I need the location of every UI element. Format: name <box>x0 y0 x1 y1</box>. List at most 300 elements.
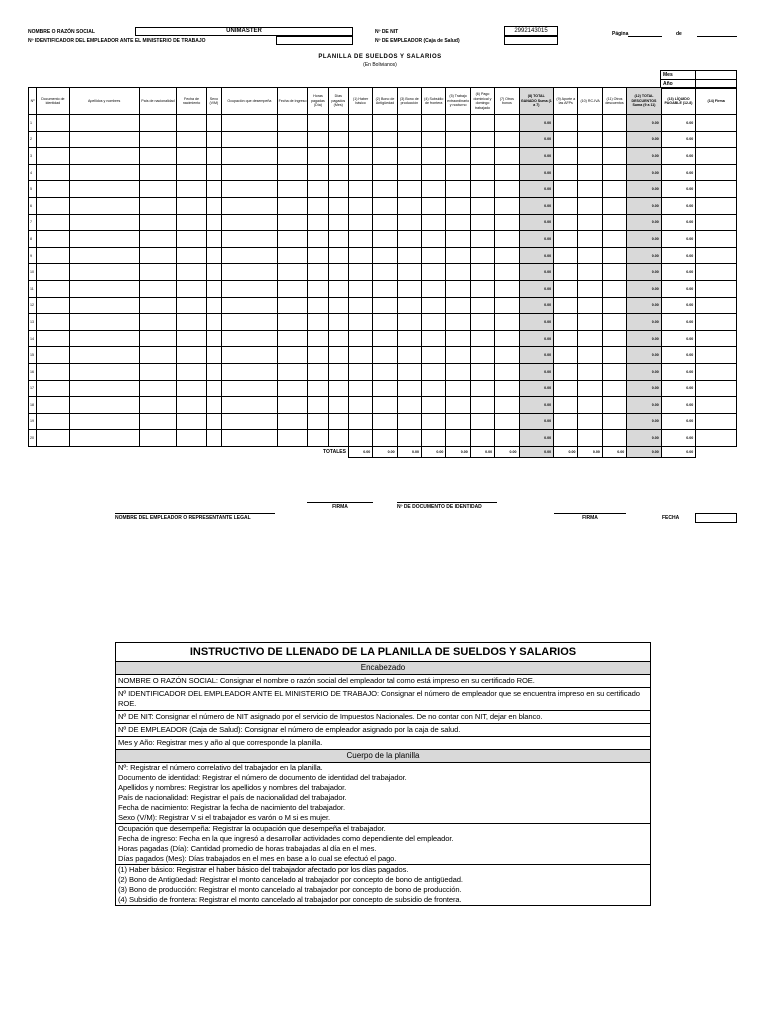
table-cell[interactable] <box>177 164 206 181</box>
table-cell[interactable] <box>206 297 221 314</box>
table-cell[interactable] <box>206 264 221 281</box>
table-cell[interactable] <box>277 280 307 297</box>
table-cell[interactable] <box>69 197 139 214</box>
table-cell[interactable] <box>348 430 372 447</box>
table-cell[interactable] <box>69 413 139 430</box>
table-cell[interactable] <box>495 363 519 380</box>
table-cell[interactable] <box>554 131 578 148</box>
table-cell[interactable] <box>139 280 177 297</box>
table-cell[interactable] <box>348 214 372 231</box>
table-cell[interactable] <box>578 264 602 281</box>
table-cell[interactable] <box>69 314 139 331</box>
table-cell[interactable] <box>37 197 70 214</box>
table-cell[interactable] <box>69 363 139 380</box>
table-cell[interactable] <box>397 131 421 148</box>
table-cell[interactable] <box>373 197 397 214</box>
table-cell[interactable] <box>308 197 328 214</box>
table-cell[interactable] <box>373 181 397 198</box>
table-cell[interactable] <box>206 181 221 198</box>
table-cell[interactable] <box>328 430 348 447</box>
table-cell[interactable] <box>470 131 494 148</box>
table-cell[interactable] <box>602 231 626 248</box>
nit-field[interactable]: 2992143015 <box>504 26 558 36</box>
table-cell[interactable] <box>308 231 328 248</box>
docid-line[interactable] <box>397 502 497 503</box>
table-cell[interactable] <box>69 231 139 248</box>
table-cell[interactable] <box>221 197 277 214</box>
table-cell[interactable] <box>397 197 421 214</box>
table-cell[interactable] <box>578 297 602 314</box>
table-cell[interactable] <box>37 264 70 281</box>
table-cell[interactable] <box>422 164 446 181</box>
table-cell[interactable] <box>177 214 206 231</box>
table-cell[interactable] <box>446 314 470 331</box>
table-cell[interactable] <box>578 214 602 231</box>
table-cell[interactable] <box>308 380 328 397</box>
table-cell[interactable] <box>221 247 277 264</box>
table-cell[interactable] <box>554 181 578 198</box>
table-cell[interactable] <box>696 397 737 414</box>
table-cell[interactable] <box>139 430 177 447</box>
table-cell[interactable] <box>373 330 397 347</box>
table-cell[interactable] <box>308 115 328 132</box>
table-cell[interactable] <box>206 430 221 447</box>
table-cell[interactable] <box>308 314 328 331</box>
table-cell[interactable] <box>422 330 446 347</box>
table-cell[interactable] <box>446 164 470 181</box>
table-cell[interactable] <box>37 397 70 414</box>
table-cell[interactable] <box>602 430 626 447</box>
table-cell[interactable] <box>696 148 737 165</box>
table-cell[interactable] <box>578 148 602 165</box>
table-cell[interactable] <box>348 197 372 214</box>
table-cell[interactable] <box>277 181 307 198</box>
table-cell[interactable] <box>554 413 578 430</box>
table-cell[interactable] <box>602 297 626 314</box>
table-cell[interactable] <box>696 430 737 447</box>
table-cell[interactable] <box>554 380 578 397</box>
table-cell[interactable] <box>554 397 578 414</box>
table-cell[interactable] <box>69 380 139 397</box>
table-cell[interactable] <box>69 131 139 148</box>
table-cell[interactable] <box>69 247 139 264</box>
table-cell[interactable] <box>277 214 307 231</box>
table-cell[interactable] <box>397 314 421 331</box>
table-cell[interactable] <box>696 131 737 148</box>
table-cell[interactable] <box>397 413 421 430</box>
table-cell[interactable] <box>206 347 221 364</box>
table-cell[interactable] <box>277 347 307 364</box>
table-cell[interactable] <box>308 397 328 414</box>
table-cell[interactable] <box>328 231 348 248</box>
table-cell[interactable] <box>696 264 737 281</box>
table-cell[interactable] <box>470 247 494 264</box>
table-cell[interactable] <box>37 413 70 430</box>
mintrab-field[interactable] <box>276 36 353 45</box>
table-cell[interactable] <box>373 231 397 248</box>
table-cell[interactable] <box>554 164 578 181</box>
table-cell[interactable] <box>422 280 446 297</box>
table-cell[interactable] <box>308 297 328 314</box>
table-cell[interactable] <box>37 214 70 231</box>
table-cell[interactable] <box>177 430 206 447</box>
table-cell[interactable] <box>602 347 626 364</box>
table-cell[interactable] <box>422 347 446 364</box>
table-cell[interactable] <box>328 181 348 198</box>
table-cell[interactable] <box>554 197 578 214</box>
table-cell[interactable] <box>422 380 446 397</box>
table-cell[interactable] <box>602 264 626 281</box>
table-cell[interactable] <box>348 131 372 148</box>
table-cell[interactable] <box>578 115 602 132</box>
table-cell[interactable] <box>602 397 626 414</box>
table-cell[interactable] <box>446 380 470 397</box>
table-cell[interactable] <box>696 413 737 430</box>
table-cell[interactable] <box>348 115 372 132</box>
table-cell[interactable] <box>397 214 421 231</box>
table-cell[interactable] <box>373 397 397 414</box>
table-cell[interactable] <box>139 413 177 430</box>
table-cell[interactable] <box>277 380 307 397</box>
table-cell[interactable] <box>696 363 737 380</box>
table-cell[interactable] <box>373 314 397 331</box>
table-cell[interactable] <box>495 380 519 397</box>
table-cell[interactable] <box>422 297 446 314</box>
table-cell[interactable] <box>397 330 421 347</box>
table-cell[interactable] <box>69 330 139 347</box>
table-cell[interactable] <box>328 297 348 314</box>
table-cell[interactable] <box>139 314 177 331</box>
table-cell[interactable] <box>348 264 372 281</box>
table-cell[interactable] <box>177 297 206 314</box>
table-cell[interactable] <box>206 164 221 181</box>
table-cell[interactable] <box>554 264 578 281</box>
table-cell[interactable] <box>139 380 177 397</box>
table-cell[interactable] <box>470 330 494 347</box>
table-cell[interactable] <box>397 430 421 447</box>
table-cell[interactable] <box>277 115 307 132</box>
table-cell[interactable] <box>221 181 277 198</box>
table-cell[interactable] <box>308 363 328 380</box>
table-cell[interactable] <box>696 347 737 364</box>
table-cell[interactable] <box>328 148 348 165</box>
table-cell[interactable] <box>373 164 397 181</box>
table-cell[interactable] <box>139 264 177 281</box>
table-cell[interactable] <box>495 115 519 132</box>
table-cell[interactable] <box>69 115 139 132</box>
table-cell[interactable] <box>470 363 494 380</box>
table-cell[interactable] <box>495 214 519 231</box>
table-cell[interactable] <box>348 181 372 198</box>
table-cell[interactable] <box>69 214 139 231</box>
table-cell[interactable] <box>69 397 139 414</box>
table-cell[interactable] <box>470 280 494 297</box>
table-cell[interactable] <box>37 380 70 397</box>
table-cell[interactable] <box>397 115 421 132</box>
table-cell[interactable] <box>554 347 578 364</box>
table-cell[interactable] <box>328 264 348 281</box>
table-cell[interactable] <box>422 363 446 380</box>
table-cell[interactable] <box>470 148 494 165</box>
table-cell[interactable] <box>696 280 737 297</box>
table-cell[interactable] <box>397 231 421 248</box>
table-cell[interactable] <box>470 264 494 281</box>
table-cell[interactable] <box>37 280 70 297</box>
table-cell[interactable] <box>177 148 206 165</box>
table-cell[interactable] <box>373 264 397 281</box>
table-cell[interactable] <box>139 247 177 264</box>
table-cell[interactable] <box>397 363 421 380</box>
table-cell[interactable] <box>446 131 470 148</box>
table-cell[interactable] <box>696 247 737 264</box>
table-cell[interactable] <box>422 231 446 248</box>
table-cell[interactable] <box>308 164 328 181</box>
table-cell[interactable] <box>221 430 277 447</box>
table-cell[interactable] <box>495 181 519 198</box>
table-cell[interactable] <box>277 164 307 181</box>
table-cell[interactable] <box>221 363 277 380</box>
table-cell[interactable] <box>495 148 519 165</box>
table-cell[interactable] <box>69 430 139 447</box>
table-cell[interactable] <box>277 430 307 447</box>
table-cell[interactable] <box>139 164 177 181</box>
table-cell[interactable] <box>602 330 626 347</box>
table-cell[interactable] <box>373 347 397 364</box>
table-cell[interactable] <box>470 314 494 331</box>
table-cell[interactable] <box>308 264 328 281</box>
table-cell[interactable] <box>221 115 277 132</box>
table-cell[interactable] <box>470 347 494 364</box>
table-cell[interactable] <box>37 231 70 248</box>
table-cell[interactable] <box>446 181 470 198</box>
table-cell[interactable] <box>37 247 70 264</box>
table-cell[interactable] <box>328 214 348 231</box>
table-cell[interactable] <box>177 115 206 132</box>
table-cell[interactable] <box>397 347 421 364</box>
table-cell[interactable] <box>348 347 372 364</box>
table-cell[interactable] <box>446 397 470 414</box>
table-cell[interactable] <box>221 297 277 314</box>
table-cell[interactable] <box>397 264 421 281</box>
table-cell[interactable] <box>554 330 578 347</box>
table-cell[interactable] <box>308 148 328 165</box>
table-cell[interactable] <box>470 214 494 231</box>
table-cell[interactable] <box>277 231 307 248</box>
table-cell[interactable] <box>495 247 519 264</box>
table-cell[interactable] <box>602 314 626 331</box>
table-cell[interactable] <box>37 181 70 198</box>
table-cell[interactable] <box>696 231 737 248</box>
table-cell[interactable] <box>139 231 177 248</box>
table-cell[interactable] <box>470 380 494 397</box>
table-cell[interactable] <box>139 148 177 165</box>
table-cell[interactable] <box>696 380 737 397</box>
table-cell[interactable] <box>177 181 206 198</box>
table-cell[interactable] <box>578 231 602 248</box>
table-cell[interactable] <box>554 314 578 331</box>
table-cell[interactable] <box>578 181 602 198</box>
table-cell[interactable] <box>422 314 446 331</box>
table-cell[interactable] <box>373 148 397 165</box>
table-cell[interactable] <box>277 397 307 414</box>
table-cell[interactable] <box>602 181 626 198</box>
table-cell[interactable] <box>602 413 626 430</box>
table-cell[interactable] <box>177 413 206 430</box>
table-cell[interactable] <box>470 115 494 132</box>
table-cell[interactable] <box>328 115 348 132</box>
table-cell[interactable] <box>495 430 519 447</box>
table-cell[interactable] <box>470 231 494 248</box>
table-cell[interactable] <box>422 397 446 414</box>
table-cell[interactable] <box>177 280 206 297</box>
table-cell[interactable] <box>373 297 397 314</box>
table-cell[interactable] <box>177 197 206 214</box>
table-cell[interactable] <box>206 148 221 165</box>
table-cell[interactable] <box>277 363 307 380</box>
table-cell[interactable] <box>69 181 139 198</box>
table-cell[interactable] <box>495 397 519 414</box>
table-cell[interactable] <box>37 330 70 347</box>
table-cell[interactable] <box>177 131 206 148</box>
table-cell[interactable] <box>277 131 307 148</box>
table-cell[interactable] <box>277 197 307 214</box>
table-cell[interactable] <box>308 430 328 447</box>
table-cell[interactable] <box>495 131 519 148</box>
table-cell[interactable] <box>277 314 307 331</box>
table-cell[interactable] <box>602 197 626 214</box>
table-cell[interactable] <box>578 330 602 347</box>
table-cell[interactable] <box>37 430 70 447</box>
table-cell[interactable] <box>328 397 348 414</box>
table-cell[interactable] <box>348 280 372 297</box>
table-cell[interactable] <box>446 231 470 248</box>
table-cell[interactable] <box>221 214 277 231</box>
table-cell[interactable] <box>470 397 494 414</box>
table-cell[interactable] <box>554 214 578 231</box>
table-cell[interactable] <box>602 214 626 231</box>
table-cell[interactable] <box>602 148 626 165</box>
table-cell[interactable] <box>177 380 206 397</box>
table-cell[interactable] <box>446 148 470 165</box>
mes-field[interactable] <box>696 71 737 80</box>
table-cell[interactable] <box>578 131 602 148</box>
table-cell[interactable] <box>221 231 277 248</box>
table-cell[interactable] <box>422 247 446 264</box>
table-cell[interactable] <box>206 397 221 414</box>
table-cell[interactable] <box>446 330 470 347</box>
table-cell[interactable] <box>578 197 602 214</box>
table-cell[interactable] <box>348 330 372 347</box>
table-cell[interactable] <box>177 363 206 380</box>
table-cell[interactable] <box>328 131 348 148</box>
firma2-line[interactable] <box>554 513 626 514</box>
table-cell[interactable] <box>470 297 494 314</box>
table-cell[interactable] <box>602 115 626 132</box>
table-cell[interactable] <box>206 380 221 397</box>
table-cell[interactable] <box>221 148 277 165</box>
table-cell[interactable] <box>373 214 397 231</box>
table-cell[interactable] <box>37 115 70 132</box>
table-cell[interactable] <box>69 347 139 364</box>
table-cell[interactable] <box>602 363 626 380</box>
table-cell[interactable] <box>446 430 470 447</box>
table-cell[interactable] <box>495 314 519 331</box>
table-cell[interactable] <box>422 214 446 231</box>
table-cell[interactable] <box>221 264 277 281</box>
table-cell[interactable] <box>422 148 446 165</box>
table-cell[interactable] <box>177 314 206 331</box>
table-cell[interactable] <box>554 247 578 264</box>
table-cell[interactable] <box>554 297 578 314</box>
table-cell[interactable] <box>37 131 70 148</box>
table-cell[interactable] <box>277 330 307 347</box>
table-cell[interactable] <box>348 231 372 248</box>
table-cell[interactable] <box>206 131 221 148</box>
table-cell[interactable] <box>422 264 446 281</box>
table-cell[interactable] <box>206 115 221 132</box>
table-cell[interactable] <box>177 231 206 248</box>
table-cell[interactable] <box>554 280 578 297</box>
table-cell[interactable] <box>373 115 397 132</box>
representante-line[interactable] <box>115 513 275 514</box>
table-cell[interactable] <box>69 297 139 314</box>
table-cell[interactable] <box>373 247 397 264</box>
table-cell[interactable] <box>348 380 372 397</box>
table-cell[interactable] <box>139 330 177 347</box>
table-cell[interactable] <box>328 164 348 181</box>
table-cell[interactable] <box>206 413 221 430</box>
table-cell[interactable] <box>221 330 277 347</box>
table-cell[interactable] <box>177 397 206 414</box>
table-cell[interactable] <box>277 413 307 430</box>
table-cell[interactable] <box>696 115 737 132</box>
table-cell[interactable] <box>602 131 626 148</box>
table-cell[interactable] <box>422 115 446 132</box>
table-cell[interactable] <box>397 380 421 397</box>
table-cell[interactable] <box>578 430 602 447</box>
table-cell[interactable] <box>446 264 470 281</box>
table-cell[interactable] <box>495 231 519 248</box>
table-cell[interactable] <box>348 297 372 314</box>
table-cell[interactable] <box>495 164 519 181</box>
table-cell[interactable] <box>37 363 70 380</box>
table-cell[interactable] <box>308 131 328 148</box>
table-cell[interactable] <box>139 181 177 198</box>
table-cell[interactable] <box>221 380 277 397</box>
razon-social-field[interactable]: UNIMASTER <box>135 27 353 36</box>
table-cell[interactable] <box>139 197 177 214</box>
table-cell[interactable] <box>696 297 737 314</box>
table-cell[interactable] <box>373 280 397 297</box>
table-cell[interactable] <box>578 347 602 364</box>
table-cell[interactable] <box>348 314 372 331</box>
table-cell[interactable] <box>495 413 519 430</box>
table-cell[interactable] <box>206 280 221 297</box>
table-cell[interactable] <box>446 115 470 132</box>
table-cell[interactable] <box>470 430 494 447</box>
table-cell[interactable] <box>578 397 602 414</box>
table-cell[interactable] <box>578 247 602 264</box>
table-cell[interactable] <box>37 297 70 314</box>
table-cell[interactable] <box>446 247 470 264</box>
total-pages-field[interactable] <box>697 32 737 37</box>
table-cell[interactable] <box>69 164 139 181</box>
table-cell[interactable] <box>328 347 348 364</box>
table-cell[interactable] <box>69 280 139 297</box>
table-cell[interactable] <box>206 314 221 331</box>
table-cell[interactable] <box>308 280 328 297</box>
table-cell[interactable] <box>308 347 328 364</box>
